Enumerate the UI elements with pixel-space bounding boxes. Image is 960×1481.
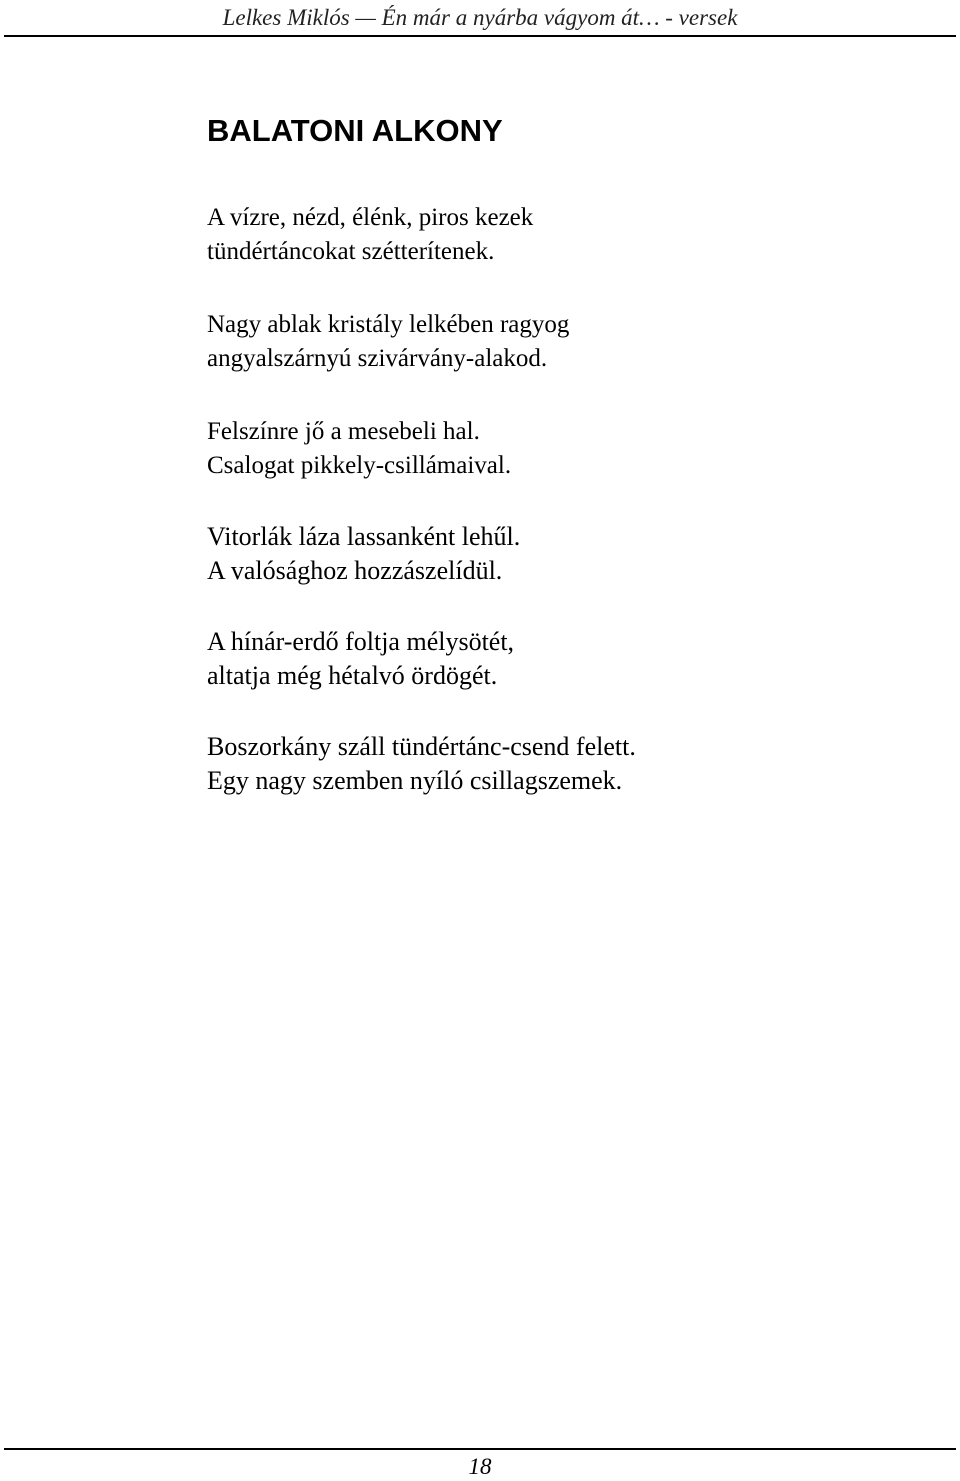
verse-line: Boszorkány száll tündértánc-csend felett. xyxy=(207,732,636,761)
verse-line: A vízre, nézd, élénk, piros kezek xyxy=(207,204,534,231)
poem-title: BALATONI ALKONY xyxy=(207,113,503,148)
verse-line: A hínár-erdő foltja mélysötét, xyxy=(207,627,515,656)
stanza xyxy=(207,415,511,483)
verse-line: Csalogat pikkely-csillámaival. xyxy=(207,452,512,479)
verse-line: tündértáncokat szétterítenek. xyxy=(207,238,495,265)
stanza xyxy=(207,201,533,269)
stanza xyxy=(207,730,636,798)
stanza xyxy=(207,520,520,588)
verse-line: altatja még hétalvó ördögét. xyxy=(207,661,498,690)
stanza xyxy=(207,308,569,376)
stanza xyxy=(207,625,514,693)
footer-divider xyxy=(4,1448,956,1450)
verse-line: Vitorlák láza lassanként lehűl. xyxy=(207,522,521,551)
verse-line: angyalszárnyú szivárvány-alakod. xyxy=(207,345,548,372)
running-header: Lelkes Miklós — Én már a nyárba vágyom át… - versek xyxy=(222,5,738,30)
page-number: 18 xyxy=(468,1454,492,1479)
verse-line: Egy nagy szemben nyíló csillagszemek. xyxy=(207,766,623,795)
verse-line: A valósághoz hozzászelídül. xyxy=(207,556,503,585)
verse-line: Nagy ablak kristály lelkében ragyog xyxy=(207,311,570,338)
header-divider xyxy=(4,35,956,37)
verse-line: Felszínre jő a mesebeli hal. xyxy=(207,418,480,445)
